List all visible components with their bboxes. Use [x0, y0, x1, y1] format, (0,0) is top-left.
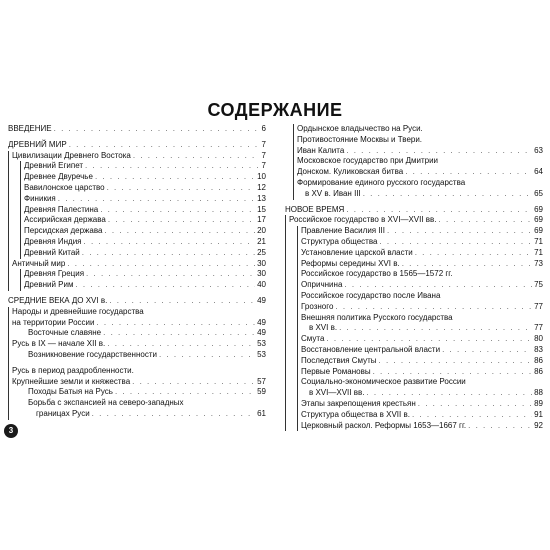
- leader-dots: [468, 421, 532, 432]
- toc-entry-intro[interactable]: [8, 124, 266, 135]
- leader-dots: [103, 328, 255, 339]
- toc-entry[interactable]: [301, 345, 543, 356]
- leader-dots: [402, 259, 532, 270]
- toc-entry-label: Первые Романовы: [301, 366, 371, 376]
- toc-entry[interactable]: [309, 323, 543, 334]
- toc-entry-label: Церковный раскол. Реформы 1653—1667 гг.: [301, 420, 467, 430]
- leader-dots: [67, 259, 255, 270]
- page-number-badge: 3: [4, 424, 18, 438]
- toc-entry-label: Российское государство в XVI—XVII вв.: [289, 215, 437, 225]
- toc-entry[interactable]: [24, 194, 266, 205]
- leader-dots: [100, 205, 255, 216]
- toc-entry-page: 91: [534, 409, 543, 419]
- toc-entry-state[interactable]: [289, 215, 543, 226]
- toc-entry-page: 17: [257, 215, 266, 225]
- toc-right-column: [285, 124, 543, 431]
- toc-entry-unified[interactable]: [305, 189, 543, 200]
- toc-entry[interactable]: [301, 356, 543, 367]
- toc-entry-page: 80: [534, 334, 543, 344]
- toc-entry-page: 10: [257, 172, 266, 182]
- toc-entry-page: 25: [257, 247, 266, 257]
- leader-dots: [109, 296, 255, 307]
- leader-dots: [326, 334, 532, 345]
- toc-entry-label: Возникновение государственности: [28, 349, 157, 359]
- toc-entry[interactable]: [24, 280, 266, 291]
- toc-entry-page: 12: [257, 182, 266, 192]
- toc-entry[interactable]: [24, 226, 266, 237]
- toc-entry[interactable]: [24, 172, 266, 183]
- toc-entry-after[interactable]: [301, 302, 543, 313]
- leader-dots: [335, 302, 532, 313]
- toc-entry-label: Реформы середины XVI в.: [301, 258, 400, 268]
- toc-entry-page: 69: [534, 226, 543, 236]
- toc-entry-label: Древний Египет: [24, 161, 84, 171]
- toc-left-column: [8, 124, 266, 420]
- leader-dots: [133, 151, 260, 162]
- toc-entry-page: 83: [534, 344, 543, 354]
- toc-entry-page: 63: [534, 145, 543, 155]
- leader-dots: [405, 167, 532, 178]
- toc-entry-label: Смута: [301, 334, 325, 344]
- toc-entry-label: Ассирийская держава: [24, 215, 106, 225]
- toc-entry-page: 13: [257, 193, 266, 203]
- leader-dots: [344, 280, 532, 291]
- toc-entry-page: 61: [257, 408, 266, 418]
- toc-entry-page: 15: [257, 204, 266, 214]
- toc-entry-label: Правление Василия III: [301, 226, 386, 236]
- toc-section-middle[interactable]: [8, 296, 266, 307]
- toc-entry-page: 64: [534, 167, 543, 177]
- toc-group-antique: [20, 269, 266, 291]
- toc-entry-label: Древнее Двуречье: [24, 172, 93, 182]
- toc-entry[interactable]: [301, 334, 543, 345]
- toc-entry[interactable]: [28, 328, 266, 339]
- toc-entry-antique[interactable]: [12, 259, 266, 270]
- leader-dots: [379, 356, 533, 367]
- toc-entry-page: 7: [261, 139, 266, 149]
- toc-entry-page: 49: [257, 317, 266, 327]
- toc-entry-page: 71: [534, 236, 543, 246]
- toc-entry-page: 69: [534, 215, 543, 225]
- toc-entry-label: Грозного: [301, 301, 334, 311]
- toc-entry-label: Московское государство при Дмитрии: [297, 156, 439, 166]
- toc-entry-page: 69: [534, 204, 543, 214]
- toc-entry-label: ВВЕДЕНИЕ: [8, 124, 52, 133]
- leader-dots: [86, 269, 255, 280]
- toc-entry-label: Народы и древнейшие государства: [12, 306, 144, 316]
- leader-dots: [379, 237, 532, 248]
- toc-entry-struggle[interactable]: [36, 409, 266, 420]
- toc-entry[interactable]: [301, 248, 543, 259]
- toc-entry-page: 6: [261, 124, 266, 133]
- toc-entry-dmitry[interactable]: [297, 167, 543, 178]
- toc-entry-label: на территории России: [12, 317, 95, 327]
- toc-entry[interactable]: [24, 215, 266, 226]
- leader-dots: [75, 280, 255, 291]
- toc-entry-page: 49: [257, 295, 266, 305]
- toc-entry[interactable]: [28, 350, 266, 361]
- toc-entry-label: Персидская держава: [24, 226, 103, 236]
- toc-entry-batu[interactable]: [28, 387, 266, 398]
- toc-entry-rus[interactable]: [12, 339, 266, 350]
- toc-entry[interactable]: [301, 226, 543, 237]
- toc-entry-label: Иван Калита: [297, 145, 345, 155]
- toc-entry-page: 77: [534, 301, 543, 311]
- toc-entry[interactable]: [24, 205, 266, 216]
- toc-entry-label: Древний Китай: [24, 247, 80, 257]
- toc-entry-socio[interactable]: [309, 388, 543, 399]
- toc-entry-label: Античный мир: [12, 258, 66, 268]
- toc-entry-page: 86: [534, 366, 543, 376]
- leader-dots: [82, 248, 255, 259]
- toc-entry-label: Финикия: [24, 193, 56, 203]
- toc-entry-label: Борьба с экспансией на северо-западных: [28, 398, 184, 408]
- toc-entry-label: СРЕДНИЕ ВЕКА ДО XVI в.: [8, 295, 108, 305]
- toc-entry-label: в XV в. Иван III: [305, 188, 361, 198]
- toc-entry-label: Древний Рим: [24, 280, 74, 290]
- toc-entry-label: Восточные славяне: [28, 328, 102, 338]
- toc-entry-label: Древняя Индия: [24, 236, 82, 246]
- toc-entry-label: Социально-экономическое развитие России: [301, 377, 466, 387]
- leader-dots: [107, 183, 256, 194]
- toc-entry[interactable]: [301, 421, 543, 432]
- toc-entry-label: Цивилизации Древнего Востока: [12, 150, 131, 160]
- toc-entry-label: Походы Батыя на Русь: [28, 387, 113, 397]
- leader-dots: [107, 339, 255, 350]
- toc-entry[interactable]: [24, 161, 266, 172]
- toc-entry-peoples[interactable]: [12, 318, 266, 329]
- toc-entry-label: Восстановление центральной власти: [301, 344, 441, 354]
- toc-entry[interactable]: [24, 183, 266, 194]
- toc-entry-page: 49: [257, 328, 266, 338]
- toc-entry-label: Последствия Смуты: [301, 355, 377, 365]
- toc-entry-page: 92: [534, 420, 543, 430]
- toc-section-modern[interactable]: [285, 205, 543, 216]
- toc-group-modern: [285, 215, 543, 431]
- toc-entry[interactable]: [301, 259, 543, 270]
- toc-entry-label: Опричнина: [301, 280, 343, 290]
- toc-entry-page: 86: [534, 355, 543, 365]
- toc-entry-label: Противостояние Москвы и Твери.: [297, 134, 423, 144]
- toc-entry-page: 89: [534, 398, 543, 408]
- toc-entry-kalita[interactable]: [297, 146, 543, 157]
- toc-entry-page: 20: [257, 226, 266, 236]
- leader-dots: [92, 409, 255, 420]
- leader-dots: [85, 161, 260, 172]
- leader-dots: [415, 248, 532, 259]
- toc-entry[interactable]: [24, 237, 266, 248]
- toc-entry-label: Донском. Куликовская битва: [297, 167, 404, 177]
- toc-entry-page: 75: [534, 280, 543, 290]
- toc-entry-label: Российское государство после Ивана: [301, 290, 441, 300]
- leader-dots: [95, 172, 255, 183]
- toc-entry-page: 7: [261, 161, 266, 171]
- toc-entry-label: НОВОЕ ВРЕМЯ: [285, 204, 345, 214]
- leader-dots: [418, 399, 532, 410]
- toc-entry-label: Русь в IX — начале XII в.: [12, 339, 106, 349]
- toc-entry-page: 7: [261, 150, 266, 160]
- toc-entry-east[interactable]: [12, 151, 266, 162]
- leader-dots: [104, 226, 255, 237]
- leader-dots: [442, 345, 532, 356]
- toc-entry-label: в XVI—XVII вв.: [309, 388, 365, 398]
- toc-entry-label: Внешняя политика Русского государства: [301, 312, 453, 322]
- toc-entry-page: 53: [257, 339, 266, 349]
- toc-entry-label: Этапы закрепощения крестьян: [301, 398, 416, 408]
- leader-dots: [363, 189, 532, 200]
- toc-entry-fragment[interactable]: [12, 377, 266, 388]
- toc-entry-label: Вавилонское царство: [24, 182, 105, 192]
- leader-dots: [346, 205, 532, 216]
- leader-dots: [439, 215, 533, 226]
- leader-dots: [159, 350, 255, 361]
- toc-entry-page: 57: [257, 376, 266, 386]
- toc-entry-label: Формирование единого русского государства: [297, 177, 466, 187]
- toc-group-ancient: [8, 151, 266, 291]
- toc-entry-label: Структура общества: [301, 236, 378, 246]
- leader-dots: [387, 226, 532, 237]
- toc-entry-label: Российское государство в 1565—1572 гг.: [301, 269, 453, 279]
- toc-entry-page: 73: [534, 258, 543, 268]
- toc-entry-label: Ордынское владычество на Руси.: [297, 124, 423, 133]
- toc-entry[interactable]: [301, 410, 543, 421]
- toc-entry[interactable]: [24, 269, 266, 280]
- leader-dots: [58, 194, 255, 205]
- page-title: СОДЕРЖАНИЕ: [207, 100, 343, 120]
- toc-entry-oprichnina[interactable]: [301, 280, 543, 291]
- toc-entry-page: 30: [257, 269, 266, 279]
- toc-entry-label: Древняя Греция: [24, 269, 85, 279]
- leader-dots: [373, 367, 533, 378]
- toc-entry-label: Структура общества в XVII в.: [301, 409, 410, 419]
- toc-entry-page: 53: [257, 349, 266, 359]
- toc-entry-page: 77: [534, 323, 543, 333]
- toc-group-middle: [8, 307, 266, 420]
- toc-entry[interactable]: [301, 237, 543, 248]
- toc-entry-label: ДРЕВНИЙ МИР: [8, 139, 67, 149]
- toc-entry-page: 40: [257, 280, 266, 290]
- leader-dots: [115, 387, 255, 398]
- toc-group-medieval-cont: [293, 124, 543, 200]
- leader-dots: [96, 318, 255, 329]
- leader-dots: [84, 237, 256, 248]
- toc-entry[interactable]: [301, 399, 543, 410]
- toc-entry-label: Русь в период раздробленности.: [12, 365, 134, 375]
- leader-dots: [339, 323, 532, 334]
- toc-entry-page: 59: [257, 387, 266, 397]
- toc-group-east: [20, 161, 266, 258]
- toc-entry-label: Древняя Палестина: [24, 204, 99, 214]
- leader-dots: [346, 146, 532, 157]
- leader-dots: [366, 388, 532, 399]
- toc-entry-page: 30: [257, 258, 266, 268]
- toc-entry-page: 71: [534, 247, 543, 257]
- toc-entry-page: 88: [534, 388, 543, 398]
- toc-entry[interactable]: [301, 367, 543, 378]
- leader-dots: [108, 215, 255, 226]
- toc-section-ancient[interactable]: [8, 140, 266, 151]
- toc-entry-label: Крупнейшие земли и княжества: [12, 376, 131, 386]
- toc-entry-label: границах Руси: [36, 408, 90, 418]
- leader-dots: [54, 124, 260, 135]
- leader-dots: [69, 140, 260, 151]
- toc-group-state: [297, 226, 543, 431]
- toc-entry-label: Установление царской власти: [301, 247, 413, 257]
- toc-entry[interactable]: [24, 248, 266, 259]
- leader-dots: [132, 377, 255, 388]
- toc-entry-page: 21: [257, 236, 266, 246]
- leader-dots: [412, 410, 532, 421]
- toc-entry-page: 65: [534, 188, 543, 198]
- toc-entry-label: в XVI в.: [309, 323, 338, 333]
